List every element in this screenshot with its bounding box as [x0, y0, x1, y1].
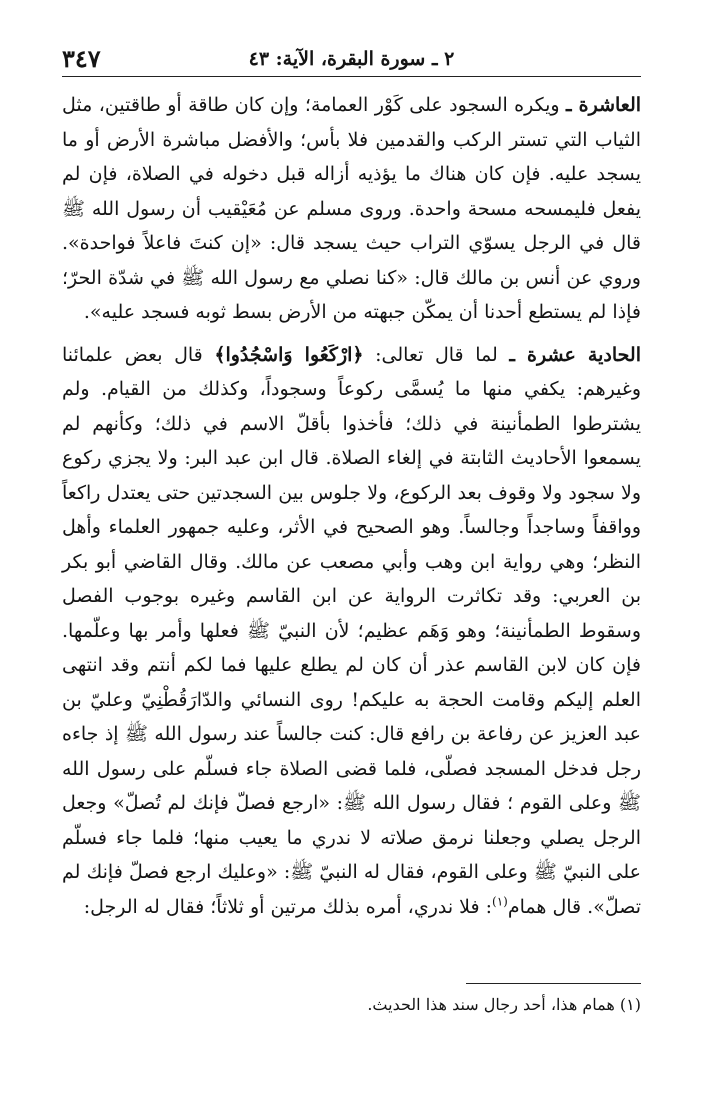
footnote-reference[interactable]: (١) — [492, 894, 508, 909]
footnote-number: (١) — [619, 995, 641, 1014]
page-number: ٣٤٧ — [62, 44, 101, 73]
paragraph-text: قال بعض علمائنا وغيرهم: يكفي منها ما يُسمَّى ركوعاً وسجوداً، وكذلك من القيام. ولم يشترطوا الطمأنينة في ذلك؛ فأخذوا بأقلّ الاسم في ذلك؛ وكأنهم لم يسمعوا الأحاديث الثابتة في إلغاء الصلاة. قال ابن عبد البر: ولا يجزي ركوع ولا سجود ولا وقوف بعد الركوع، ولا جلوس بين السجدتين حتى يعتدل راكعاً وواقفاً وساجداً وجالساً. وهو الصحيح في الأثر، وعليه جمهور العلماء وأهل النظر؛ وهي رواية ابن وهب وأبي مصعب عن مالك. وقال القاضي أبو بكر بن العربي: وقد تكاثرت الرواية عن ابن القاسم وغيره بوجوب الفصل وسقوط الطمأنينة؛ وهو وَهَم عظيم؛ لأن النبيّ ﷺ فعلها وأمر بها وعلّمها. فإن كان لابن القاسم عذر أن كان لم يطلع عليها فما لكم أنتم وقد انتهى العلم إليكم وقامت الحجة به عليكم! روى النسائي والدّارَقُطْنِيّ وعليّ بن عبد العزيز عن رفاعة بن رافع قال: كنت جالساً عند رسول الله ﷺ إذ جاءه رجل فدخل المسجد فصلّى، فلما قضى الصلاة جاء فسلّم على رسول الله ﷺ وعلى القوم ؛ فقال رسول الله ﷺ: «ارجع فصلّ فإنك لم تُصلّ» وجعل الرجل يصلي وجعلنا نرمق صلاته لا ندري ما يعيب منها؛ فلما جاء فسلّم على النبيّ ﷺ وعلى القوم، فقال له النبيّ ﷺ: «وعليك ارجع فصلّ فإنك لم تصلّ». قال همام — [62, 343, 641, 918]
page-header — [62, 42, 641, 77]
paragraph-lead: العاشرة ـ — [566, 94, 642, 116]
running-title: ٢ ـ سورة البقرة، الآية: ٤٣ — [248, 48, 455, 70]
paragraph-lead: الحادية عشرة ـ — [509, 343, 641, 366]
paragraph-issue-10 — [62, 88, 641, 330]
footnote-text: همام هذا، أحد رجال سند هذا الحديث. — [367, 995, 620, 1014]
footnote — [62, 994, 641, 1016]
footnote-divider — [466, 983, 641, 984]
paragraph-intro: لما قال تعالى: — [363, 343, 510, 366]
quran-verse-quote: ﴿ارْكَعُوا وَاسْجُدُوا﴾ — [214, 343, 364, 366]
paragraph-text: ويكره السجود على كَوْر العمامة؛ وإن كان طاقة أو طاقتين، مثل الثياب التي تستر الركب والقدمين فلا بأس؛ والأفضل مباشرة الأرض أو ما يسجد عليه. فإن كان هناك ما يؤذيه أزاله قبل دخوله في الصلاة، فإن لم يفعل فليمسحه مسحة واحدة. وروى مسلم عن مُعَيْقيب أن رسول الله ﷺ قال في الرجل يسوّي التراب حيث يسجد قال: «إن كنتَ فاعلاً فواحدة». وروي عن أنس بن مالك قال: «كنا نصلي مع رسول الله ﷺ في شدّة الحرّ؛ فإذا لم يستطع أحدنا أن يمكّن جبهته من الأرض بسط ثوبه فسجد عليه». — [62, 94, 641, 323]
paragraph-issue-11 — [62, 338, 641, 925]
paragraph-text-continued: : فلا ندري، أمره بذلك مرتين أو ثلاثاً؛ فقال له الرجل: — [83, 895, 493, 918]
main-text — [62, 88, 641, 924]
